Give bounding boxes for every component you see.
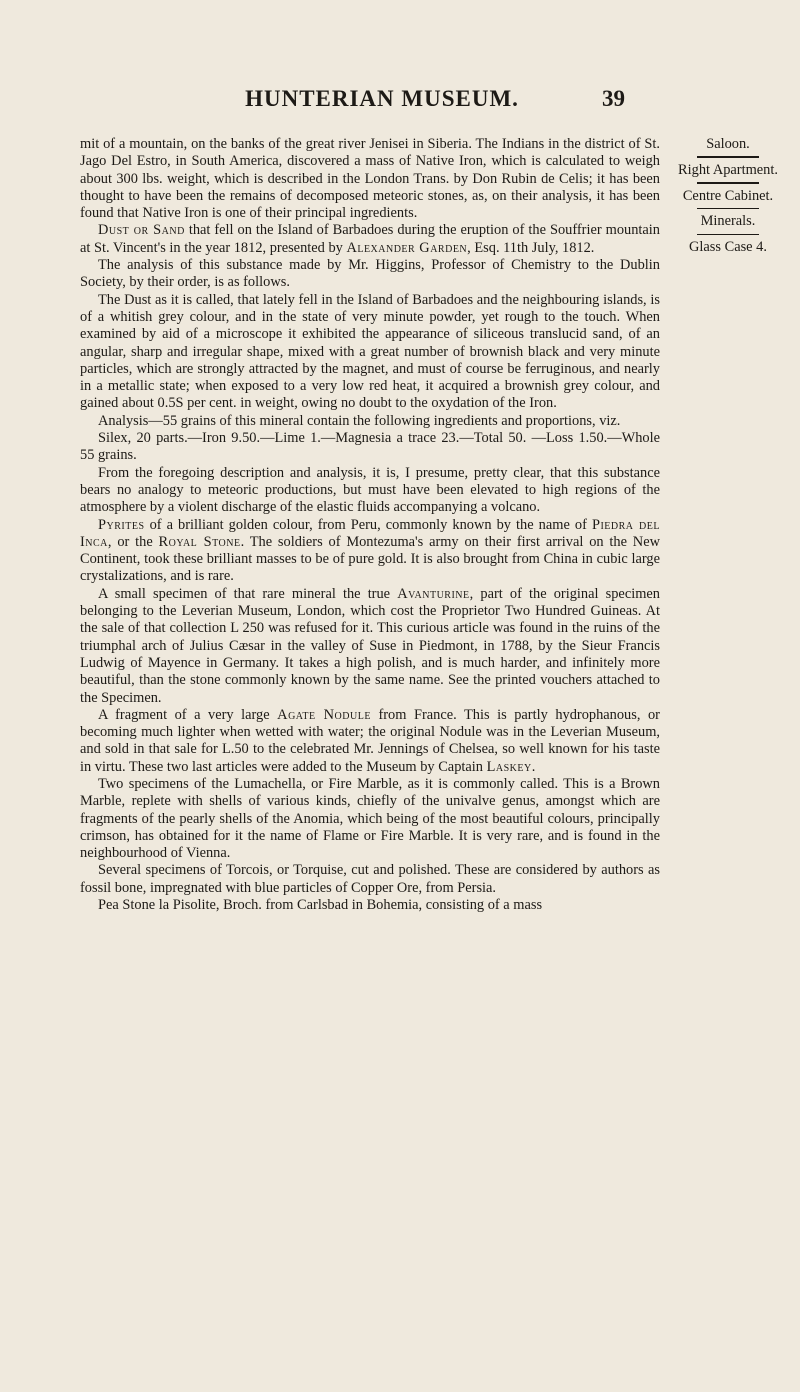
paragraph-analysis-intro: The analysis of this substance made by Mr. Higgins, Professor of Chemistry to the Dublin Society, by their order, is as follows.	[80, 257, 660, 291]
entry-text: A fragment of a very large	[98, 706, 278, 723]
specimen-name: Agate Nodule	[277, 706, 371, 723]
paragraph-dust	[80, 222, 660, 257]
entry-heading: Pyrites	[98, 516, 145, 533]
entry-heading: Dust or Sand	[98, 222, 185, 239]
paragraph-native-iron: mit of a mountain, on the banks of the great river Jenisei in Siberia. The Indians in the district of St. Jago Del Estro, in South America, discovered a mass of Native Iron, which is calculated to weigh about 300 lbs. weight, which is described in the London Trans. by Don Rubin de Celis; it has been thought to have been the remains of decomposed meteoric stones, as, on their analysis, it has been found that Native Iron is one of their principal ingredients.	[80, 136, 660, 222]
specimen-name: Royal Stone	[158, 533, 241, 550]
specimen-name: Piedra del Inca	[80, 516, 660, 550]
entry-text: . The soldiers of Montezuma's army on their first arrival on the New Continent, took these brilliant masses to be of pure gold. It is also brought from China in cubic large crystalizations, and is rare.	[80, 533, 660, 585]
paragraph-analysis: Analysis—55 grains of this mineral contain the following ingredients and proportions, viz.	[98, 412, 621, 429]
paragraph-dust-description: The Dust as it is called, that lately fell in the Island of Barbadoes and the neighbouring islands, is of a whitish grey colour, and in the state of very minute powder, yet rough to the touch. When examined by aid of a microscope it exhibited the appearance of siliceous translucid sand, of an angular, sharp and irregular shape, mixed with a great number of brownish black and very minute particles, which are strongly attracted by the magnet, and must of course be ferruginous, and nearly in a metallic state; when exposed to a very low red heat, it acquired a brownish grey colour, and gained about 0.5S per cent. in weight, owing no doubt to the oxydation of the Iron.	[80, 291, 660, 412]
entry-text: A small specimen of that rare mineral the true	[98, 585, 398, 602]
running-title: HUNTERIAN MUSEUM.	[245, 86, 519, 111]
paragraph-avanturine	[80, 586, 660, 707]
margin-note-saloon: Saloon.	[706, 136, 750, 152]
margin-note-cabinet: Centre Cabinet.	[682, 187, 774, 204]
margin-note-apartment: Right Apartment.	[678, 161, 778, 178]
entry-text: , or the	[107, 533, 159, 550]
running-head	[0, 86, 800, 112]
entry-text: that fell on the Island of Barbadoes during the eruption of the Souffrier mountain at St. Vincent's in the year 1812, presented by	[80, 222, 660, 256]
margin-notes	[668, 136, 788, 256]
body-text	[80, 136, 660, 914]
paragraph-lumachella: Two specimens of the Lumachella, or Fire Marble, as it is commonly called. This is a Brown Marble, replete with shells of various kinds, chiefly of the univalve genus, amongst which are fragments of the pearly shells of the Anomia, which being of the most beautiful colours, principally crimson, has obtained for it the name of Flame or Fire Marble. It is very rare, and is found in the neighbourhood of Vienna.	[80, 775, 660, 862]
paragraph-pyrites	[80, 517, 660, 586]
entry-text: , part of the original specimen belonging to the Leverian Museum, London, which cost the Proprietor Two Hundred Guineas. At the sale of that collection L 250 was refused for it. This curious article was found in the ruins of the triumphal arch of Julius Cæsar in the valley of Suse in Piedmont, in 1788, by the Sieur Francis Ludwig of Mayence in Germany. It takes a high polish, and is much harder, and infinitely more beautiful, than the stone commonly known by the same name. See the printed vouchers attached to the Specimen.	[80, 585, 660, 706]
paragraph-conclusion: From the foregoing description and analysis, it is, I presume, pretty clear, that this substance bears no analogy to meteoric productions, but must have been elevated to high regions of the atmosphere by a violent discharge of the elastic fluids accompanying a volcano.	[80, 464, 660, 516]
paragraph-pea-stone: Pea Stone la Pisolite, Broch. from Carlsbad in Bohemia, consisting of a mass	[98, 897, 543, 914]
margin-rule	[697, 234, 759, 236]
paragraph-agate	[80, 707, 660, 776]
margin-note-glass-case: Glass Case 4.	[689, 239, 767, 256]
paragraph-torcois: Several specimens of Torcois, or Torquise, cut and polished. These are considered by authors as fossil bone, impregnated with blue particles of Copper Ore, from Persia.	[80, 862, 660, 896]
entry-text: of a brilliant golden colour, from Peru, commonly known by the name of	[144, 516, 592, 533]
paragraph-composition: Silex, 20 parts.—Iron 9.50.—Lime 1.—Magnesia a trace 23.—Total 50. —Loss 1.50.—Whole 55 grains.	[80, 430, 660, 464]
margin-rule	[697, 182, 759, 184]
entry-text: from France. This is partly hydrophanous, or becoming much lighter when wetted with water; the original Nodule was in the Leverian Museum, and sold in that sale for L.50 to the celebrated Mr. Jennings of Chelsea, so well known for his taste in virtu. These two last articles were added to the Museum by Captain	[80, 706, 660, 775]
margin-note-minerals: Minerals.	[700, 213, 756, 230]
entry-text: .	[531, 758, 536, 775]
margin-rule	[697, 156, 759, 158]
entry-text: , Esq. 11th July, 1812.	[467, 239, 595, 256]
specimen-name: Avanturine	[397, 585, 470, 602]
page-number: 39	[602, 86, 625, 111]
donor-name: Laskey	[486, 758, 532, 775]
donor-name: Alexander Garden	[346, 239, 468, 256]
margin-rule	[697, 208, 759, 210]
